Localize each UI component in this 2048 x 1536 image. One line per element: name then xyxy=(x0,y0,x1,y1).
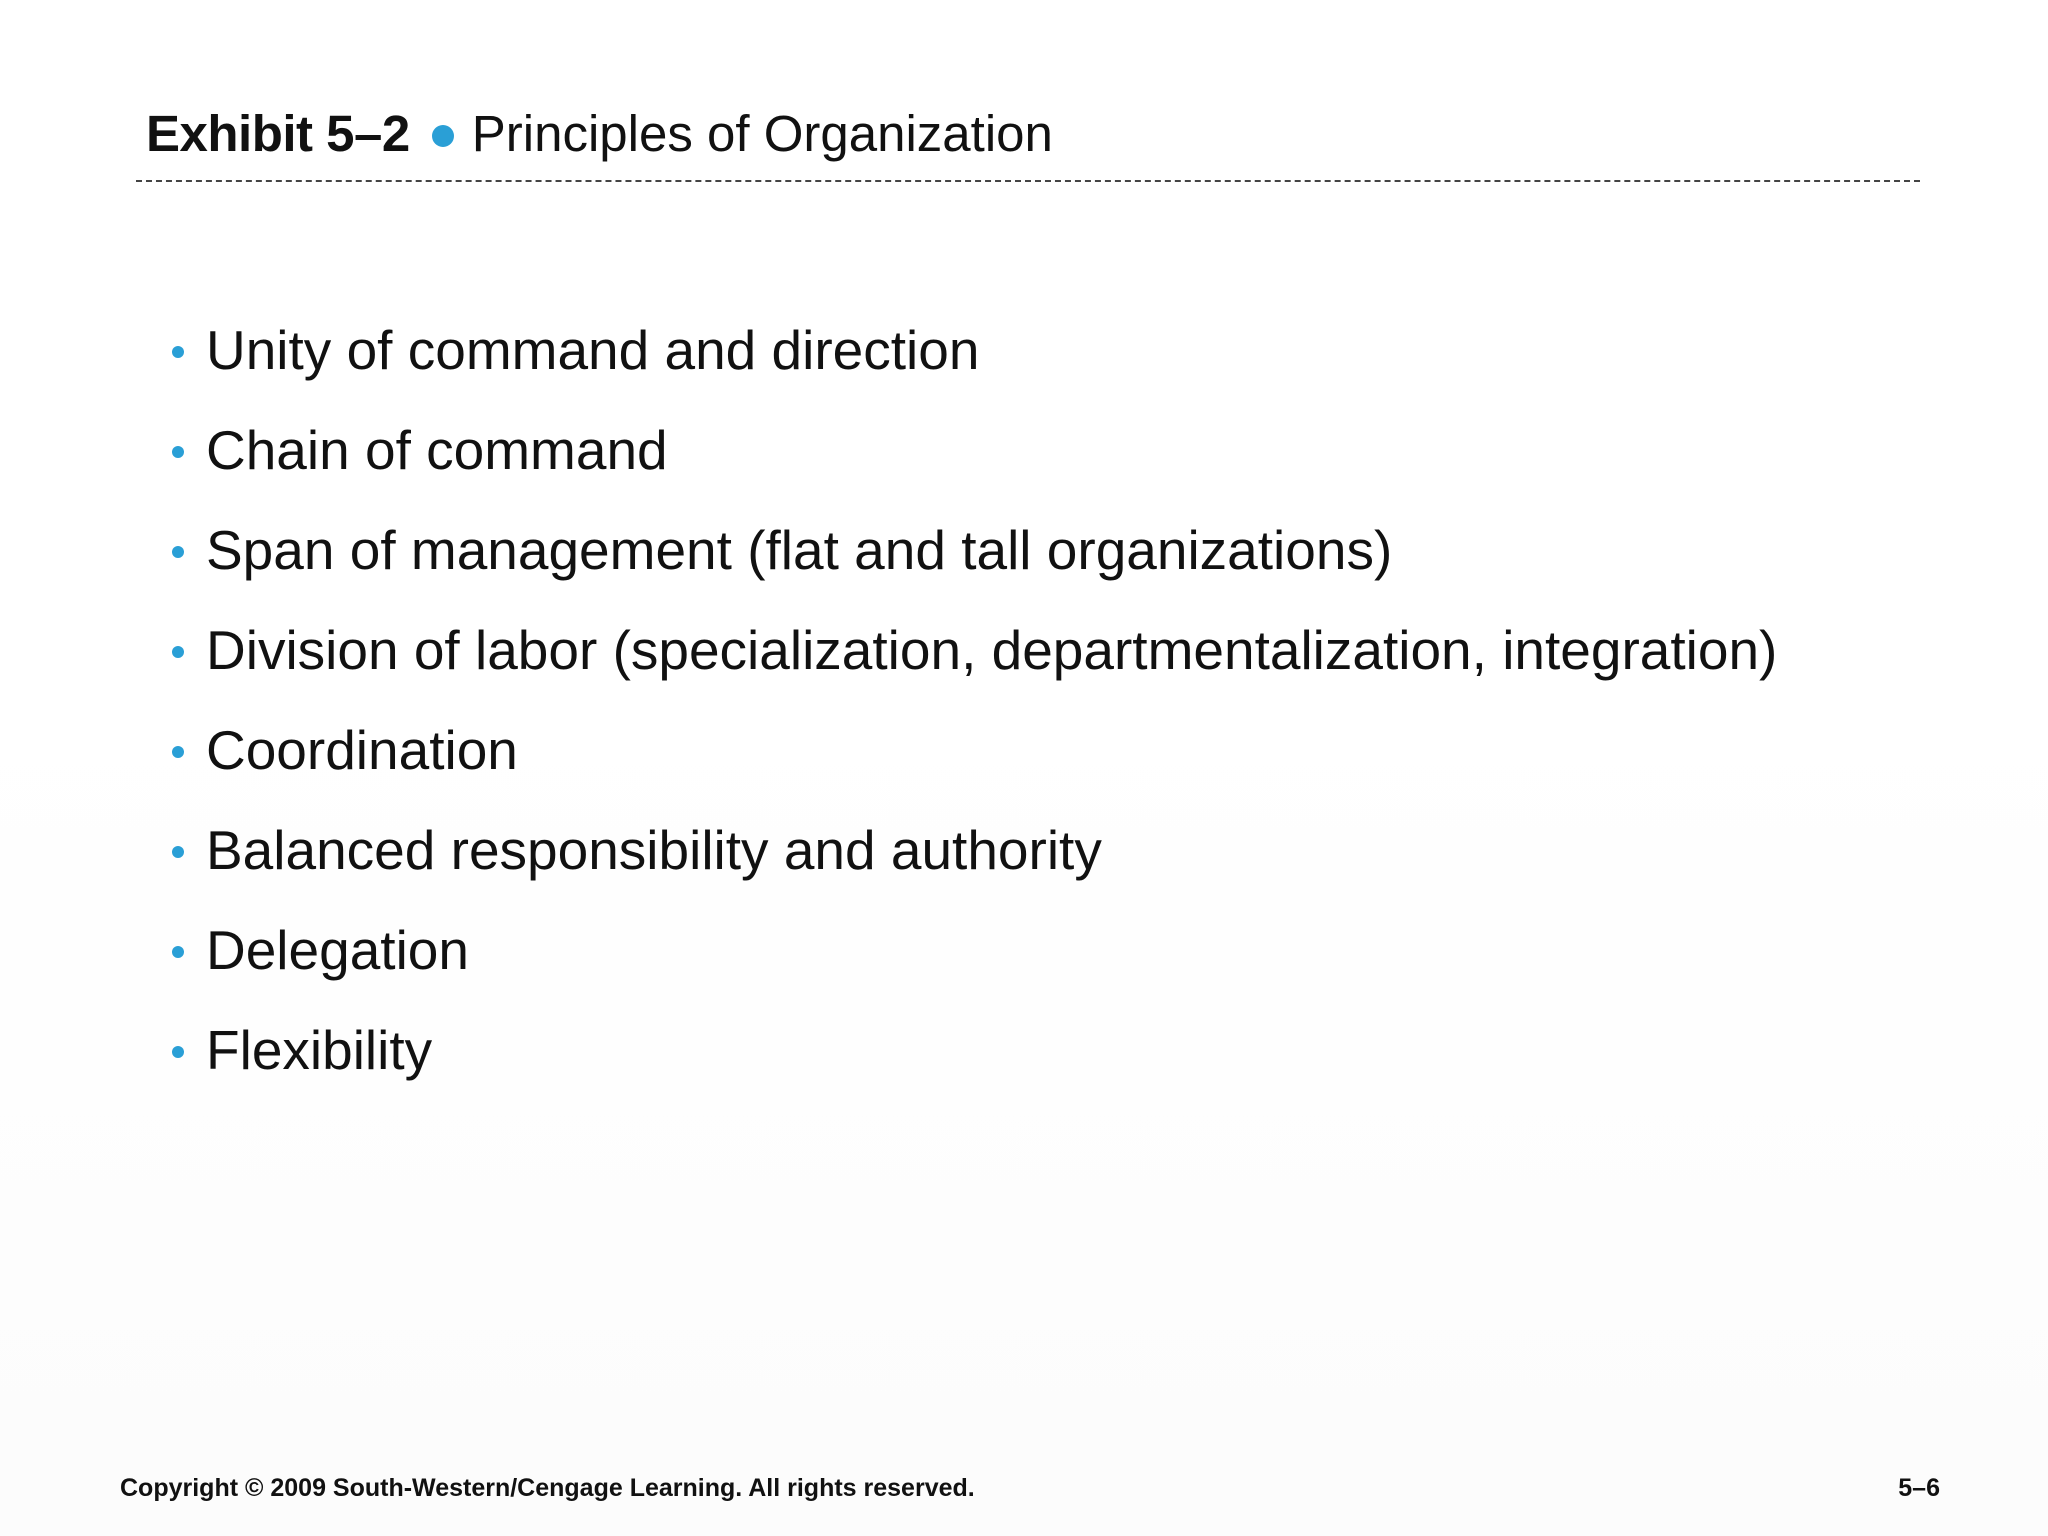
bullet-icon xyxy=(172,346,184,358)
list-item-text: Flexibility xyxy=(206,1019,433,1081)
list-item xyxy=(172,1000,1777,1100)
bullet-icon xyxy=(172,1046,184,1058)
list-item-text: Chain of command xyxy=(206,419,668,481)
bullet-icon xyxy=(172,546,184,558)
list-item xyxy=(172,300,1777,400)
header-divider xyxy=(136,180,1920,182)
list-item-text: Unity of command and direction xyxy=(206,319,980,381)
list-item xyxy=(172,900,1777,1000)
list-item xyxy=(172,600,1777,700)
list-item-text: Span of management (flat and tall organizations) xyxy=(206,519,1393,581)
bullet-icon xyxy=(172,946,184,958)
principles-list xyxy=(172,300,1777,1100)
page-number: 5–6 xyxy=(1898,1474,1940,1502)
copyright-notice: Copyright © 2009 South-Western/Cengage Learning. All rights reserved. xyxy=(120,1474,975,1502)
bullet-icon xyxy=(172,646,184,658)
exhibit-label: Exhibit 5–2 xyxy=(146,105,410,162)
slide-header xyxy=(146,104,1053,163)
list-item-text: Coordination xyxy=(206,719,518,781)
list-item xyxy=(172,500,1777,600)
bullet-icon xyxy=(172,746,184,758)
slide-title: Principles of Organization xyxy=(471,105,1053,162)
list-item xyxy=(172,400,1777,500)
bullet-icon xyxy=(172,846,184,858)
list-item xyxy=(172,700,1777,800)
list-item xyxy=(172,800,1777,900)
bullet-dot-icon xyxy=(432,125,454,147)
list-item-text: Delegation xyxy=(206,919,469,981)
list-item-text: Division of labor (specialization, departmentalization, integration) xyxy=(206,619,1778,681)
list-item-text: Balanced responsibility and authority xyxy=(206,819,1102,881)
bullet-icon xyxy=(172,446,184,458)
